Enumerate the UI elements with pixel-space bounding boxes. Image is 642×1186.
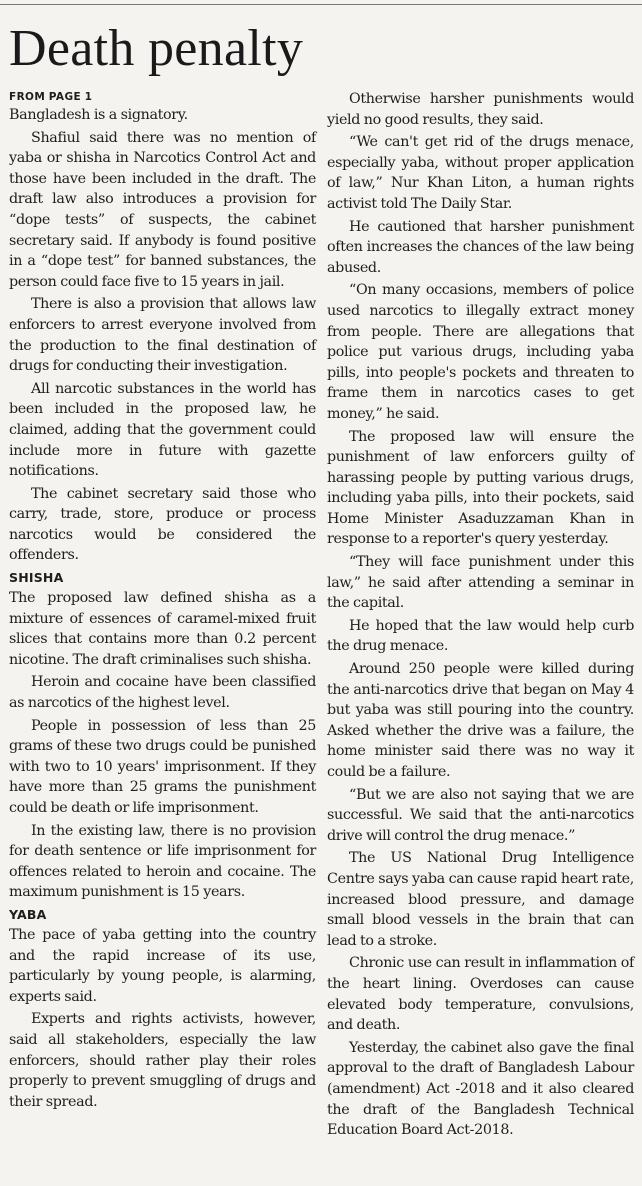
headline: Death penalty	[9, 20, 304, 77]
paragraph-occasions: “On many occasions, members of police used narcotics to illegally extract money from people. There are allegations that police put various drugs, including yaba pills, into people's pockets and threaten to frame them in narcotics cases to get money,” he said.	[327, 282, 634, 422]
subhead-yaba: YABA	[9, 906, 47, 922]
paragraph-existing-law: In the existing law, there is no provision for death sentence or life imprisonment for offences related to heroin and cocaine. The maximum punishment is 15 years.	[9, 822, 316, 901]
top-rule	[0, 4, 642, 5]
paragraph-offenders: The cabinet secretary said those who carry, trade, store, produce or process narcotics would be considered the offenders.	[9, 485, 316, 564]
paragraph-killed: Around 250 people were killed during the anti-narcotics drive that began on May 4 but yaba was still pouring into the country. Asked whether the drive was a failure, the home minister said there was no way it could be a failure.	[327, 661, 634, 780]
paragraph-otherwise: Otherwise harsher punishments would yield no good results, they said.	[327, 91, 634, 128]
subhead-shisha: SHISHA	[9, 570, 64, 586]
paragraph-arrest-provision: There is also a provision that allows law enforcers to arrest everyone involved from the production to the final destination of drugs for conducting their investigation.	[9, 296, 316, 375]
right-column	[327, 89, 634, 1143]
paragraph-shisha-defined: The proposed law defined shisha as a mixture of essences of caramel-mixed fruit slices that contains more than 0.2 percent nicotine. The draft criminalises such shisha.	[9, 590, 316, 668]
paragraph-all-narcotic: All narcotic substances in the world has been included in the proposed law, he claimed, adding that the government could include more in future with gazette notifications.	[9, 380, 316, 480]
paragraph-not-saying: “But we are also not saying that we are successful. We said that the anti-narcotics drive will control the drug menace.”	[327, 786, 634, 844]
paragraph-cautioned: He cautioned that harsher punishment often increases the chances of the law being abused.	[327, 218, 634, 276]
paragraph-yaba-pace: The pace of yaba getting into the country and the rapid increase of its use, particularly by young people, is alarming, experts said.	[9, 926, 316, 1005]
paragraph-possession: People in possession of less than 25 grams of these two drugs could be punished with two to 10 years' imprisonment. If they have more than 25 grams the punishment could be death or life imprisonment.	[9, 717, 316, 816]
paragraph-shafiul: Shafiul said there was no mention of yaba or shisha in Narcotics Control Act and those have been included in the draft. The draft law also introduces a provision for “dope tests” of suspects, the cabinet secretary said. If anybody is found positive in a “dope test” for banned substances, the person could face five to 15 years in jail.	[9, 129, 316, 290]
paragraph-liton-quote: “We can't get rid of the drugs menace, especially yaba, without proper application of law,” Nur Khan Liton, a human rights activist told The Daily Star.	[327, 134, 634, 212]
continued-from-kicker: FROM PAGE 1	[9, 91, 93, 103]
paragraph-heroin-cocaine: Heroin and cocaine have been classified as narcotics of the highest level.	[9, 674, 316, 712]
paragraph-us-centre: The US National Drug Intelligence Centre says yaba can cause rapid heart rate, increased blood pressure, and damage small blood vessels in the brain that can lead to a stroke.	[327, 850, 634, 949]
left-column	[9, 89, 316, 1114]
paragraph-signatory: Bangladesh is a signatory.	[9, 107, 188, 123]
paragraph-chronic: Chronic use can result in inflammation of the heart lining. Overdoses can cause elevated body temperature, convulsions, and death.	[327, 955, 634, 1034]
paragraph-hoped: He hoped that the law would help curb the drug menace.	[327, 617, 634, 655]
paragraph-ensure-punishment: The proposed law will ensure the punishment of law enforcers guilty of harassing people by putting various drugs, including yaba pills, into their pockets, said Home Minister Asaduzzaman Khan in response to a reporter's query yesterday.	[327, 428, 634, 548]
paragraph-face-punishment: “They will face punishment under this law,” he said after attending a seminar in the capital.	[327, 554, 634, 612]
paragraph-labour-act: Yesterday, the cabinet also gave the final approval to the draft of Bangladesh Labour (amendment) Act -2018 and it also cleared the draft of the Bangladesh Technical Education Board Act-2018.	[327, 1039, 634, 1139]
paragraph-experts: Experts and rights activists, however, said all stakeholders, especially the law enforcers, should rather play their roles properly to prevent smuggling of drugs and their spread.	[9, 1011, 316, 1110]
